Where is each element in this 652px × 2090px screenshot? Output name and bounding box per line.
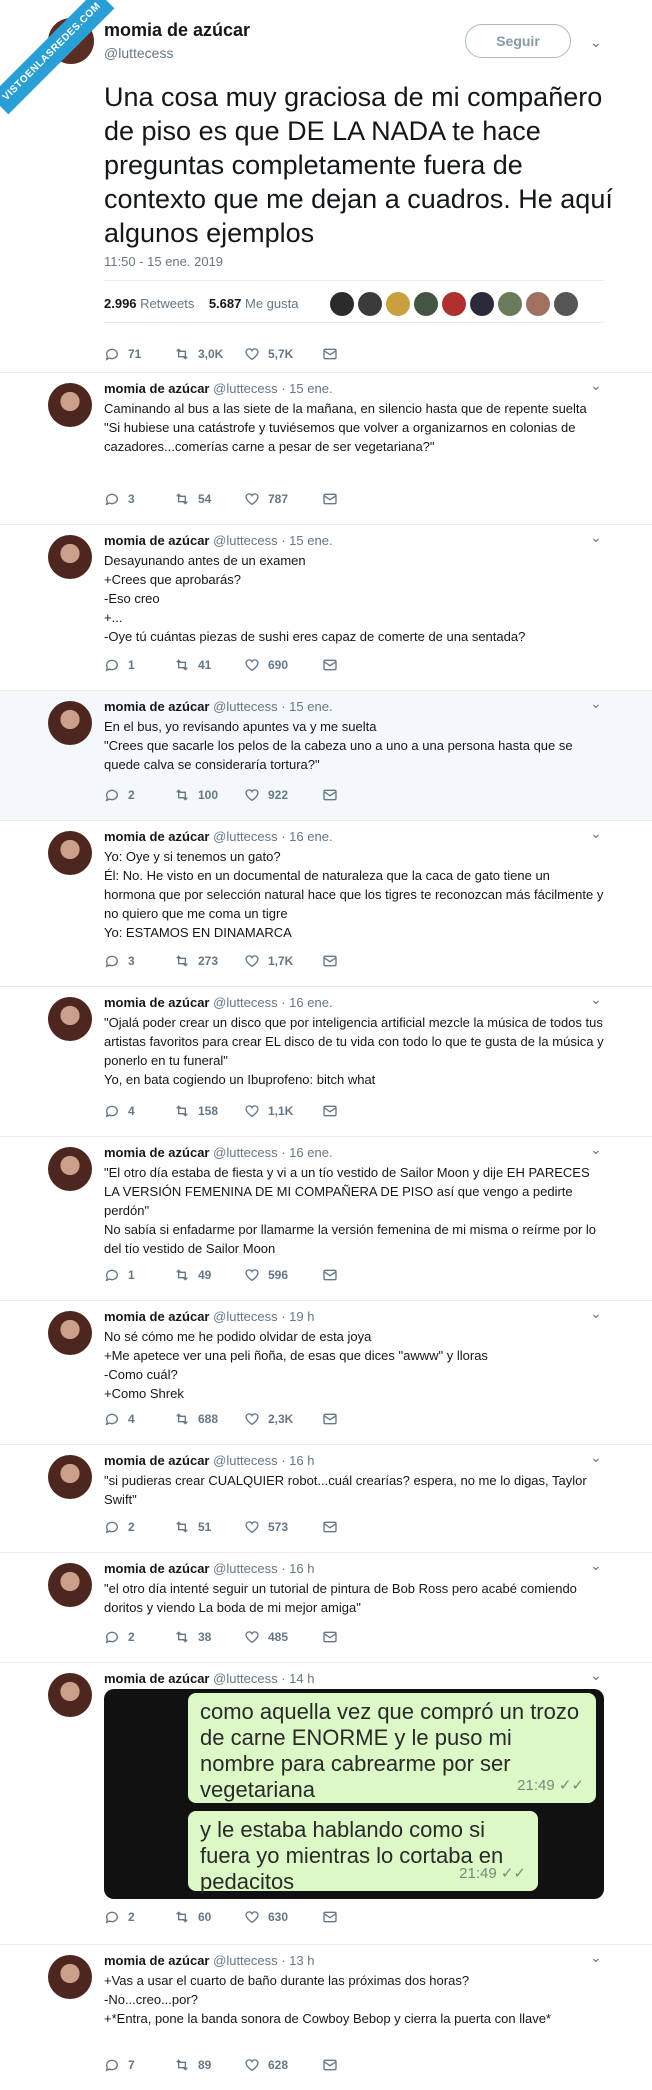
heart-icon [244,1103,268,1119]
tweet-actions [104,1909,352,1925]
likers-avatars [330,292,582,316]
liker-avatar[interactable] [386,292,410,316]
tweet-text: "el otro día intenté seguir un tutorial de pintura de Bob Ross pero acabé comiendo doritos y viendo La boda de mi mejor amiga" [104,1581,577,1615]
heart-icon [244,1909,268,1925]
chevron-down-icon[interactable]: ⌄ [590,1667,602,1683]
tweet-actions [104,1629,352,1645]
author-name[interactable]: momia de azúcar [104,1145,210,1160]
message-button[interactable] [322,2057,352,2073]
like-count: 573 [268,1520,289,1534]
author-handle-time[interactable]: @luttecess · 15 ene. [213,381,333,396]
retweets-count[interactable]: 2.996 [104,296,137,311]
chevron-down-icon[interactable]: ⌄ [590,1949,602,1965]
liker-avatar[interactable] [526,292,550,316]
like-count: 628 [268,2058,289,2072]
chevron-down-icon[interactable]: ⌄ [590,1449,602,1465]
heart-icon [244,1629,268,1645]
mail-icon [322,1629,346,1645]
like-count: 922 [268,788,289,802]
like-count: 5,7K [268,347,294,361]
like-count: 1,7K [268,954,294,968]
reply-header [104,1671,314,1686]
avatar[interactable] [48,383,92,427]
reply-count: 4 [128,1104,135,1118]
like-button[interactable] [244,1103,322,1119]
retweet-icon [174,1411,198,1427]
liker-avatar[interactable] [330,292,354,316]
like-count: 1,1K [268,1104,294,1118]
chevron-down-icon[interactable]: ⌄ [590,1305,602,1321]
avatar[interactable] [48,831,92,875]
tweet-text: "si pudieras crear CUALQUIER robot...cuál crearías? espera, no me lo digas, Taylor Swift" [104,1473,587,1507]
like-count: 2,3K [268,1412,294,1426]
retweet-button[interactable] [174,2057,244,2073]
tweet-text: Yo: Oye y si tenemos un gato? Él: No. He visto en un documental de naturaleza que la caca de gato tiene un hormona que por selección natural hace que los tigres te reconozcan más fácilmente y no quiero que me coma un tigre Yo: ESTAMOS EN DINAMARCA [104,849,604,940]
reply-count: 2 [128,788,135,802]
chat-bubble [188,1693,596,1803]
liker-avatar[interactable] [554,292,578,316]
tweet-actions [104,953,352,969]
chat-message: y le estaba hablando como si fuera yo mientras lo cortaba en pedacitos [200,1817,504,1894]
like-button[interactable] [244,787,322,803]
avatar[interactable] [48,701,92,745]
mail-icon [322,787,346,803]
chat-time: 21:49 ✓✓ [459,1865,526,1882]
reply-tweet[interactable] [0,1300,652,1444]
reply-tweet[interactable] [0,1944,652,2090]
tweet-text: Desayunando antes de un examen +Crees que aprobarás? -Eso creo +... -Oye tú cuántas piezas de sushi eres capaz de comerte de una sentada? [104,553,526,644]
chat-bubble [188,1811,538,1894]
retweet-button[interactable] [174,1103,244,1119]
retweet-icon [174,657,198,673]
mail-icon [322,346,346,362]
message-button[interactable] [322,657,352,673]
retweet-button[interactable] [174,953,244,969]
liker-avatar[interactable] [498,292,522,316]
author-handle-time[interactable]: @luttecess · 13 h [213,1953,315,1968]
author-name[interactable]: momia de azúcar [104,533,210,548]
like-button[interactable] [244,1411,322,1427]
chevron-down-icon[interactable]: ⌄ [590,695,602,711]
reply-count: 1 [128,658,135,672]
retweet-count: 51 [198,1520,212,1534]
tweet-text: +Vas a usar el cuarto de baño durante las próximas dos horas? -No...creo...por? +*Entra, pone la banda sonora de Cowboy Bebop y cierra la puerta con llave* [104,1973,551,2026]
tweet-actions [104,787,352,803]
retweet-count: 688 [198,1412,219,1426]
tweet-text: Una cosa muy graciosa de mi compañero de piso es que DE LA NADA te hace preguntas completamente fuera de contexto que me dejan a cuadros. He aquí algunos ejemplos [104,82,613,248]
liker-avatar[interactable] [358,292,382,316]
author-name[interactable]: momia de azúcar [104,829,210,844]
author-name[interactable]: momia de azúcar [104,1671,210,1686]
author-name[interactable]: momia de azúcar [104,20,251,40]
author-name[interactable]: momia de azúcar [104,1953,210,1968]
like-button[interactable] [244,1519,322,1535]
reply-tweet[interactable] [0,1662,652,1944]
retweet-icon [174,1519,198,1535]
reply-button[interactable] [104,1909,174,1925]
retweet-button[interactable] [174,1411,244,1427]
tweet-stats [104,296,298,311]
tweet-actions [104,346,352,362]
retweet-count: 100 [198,788,219,802]
like-count: 630 [268,1910,289,1924]
author-name[interactable]: momia de azúcar [104,1453,210,1468]
reply-header [104,1953,314,1968]
message-button[interactable] [322,1267,352,1283]
chat-message: como aquella vez que compró un trozo de carne ENORME y le puso mi nombre para cabrearme por ser vegetariana [200,1699,580,1802]
reply-header [104,1453,314,1468]
mail-icon [322,1909,346,1925]
reply-icon [104,1103,128,1119]
retweet-icon [174,1909,198,1925]
reply-icon [104,2057,128,2073]
mail-icon [322,1103,346,1119]
mail-icon [322,491,346,507]
like-button[interactable] [244,657,322,673]
chevron-down-icon[interactable]: ⌄ [590,529,602,545]
chevron-down-icon[interactable]: ⌄ [590,1141,602,1157]
liker-avatar[interactable] [470,292,494,316]
tweet-text: Caminando al bus a las siete de la mañana, en silencio hasta que de repente suelta "Si hubiese una catástrofe y tuviésemos que volver a organizarnos en colonias de cazadores...comerías carne a pesar de ser vegetariana?" [104,401,587,454]
reply-tweet[interactable] [0,820,652,986]
reply-count: 2 [128,1630,135,1644]
tweet-actions [104,657,352,673]
heart-icon [244,491,268,507]
liker-avatar[interactable] [414,292,438,316]
retweet-button[interactable] [174,657,244,673]
heart-icon [244,953,268,969]
message-button[interactable] [322,1519,352,1535]
message-button[interactable] [322,491,352,507]
likes-count[interactable]: 5.687 [208,296,242,311]
retweet-count: 38 [198,1630,212,1644]
tweet-timestamp[interactable]: 11:50 - 15 ene. 2019 [104,254,224,269]
retweet-icon [174,1629,198,1645]
like-button[interactable] [244,1909,322,1925]
retweets-label[interactable]: Retweets [140,296,195,311]
chevron-down-icon[interactable]: ⌄ [590,1557,602,1573]
like-button[interactable] [244,1267,322,1283]
retweet-count: 3,0K [198,347,224,361]
heart-icon [244,657,268,673]
follow-button[interactable]: Seguir [465,24,571,58]
retweet-icon [174,2057,198,2073]
reply-icon [104,657,128,673]
retweet-count: 54 [198,492,212,506]
mail-icon [322,953,346,969]
author-handle-time[interactable]: @luttecess · 16 h [213,1453,315,1468]
chevron-down-icon[interactable]: ⌄ [590,377,602,393]
author-name[interactable]: momia de azúcar [104,995,210,1010]
reply-count: 4 [128,1412,135,1426]
retweet-count: 158 [198,1104,219,1118]
tweet-actions [104,2057,352,2073]
tweet-text: "Ojalá poder crear un disco que por inteligencia artificial mezcle la música de todos tus artistas favoritos para crear EL disco de tu vida con todo lo que te gusta de la música y ponerlo en tu funeral" Yo, en bata cogiendo un Ibuprofeno: bitch what [104,1015,604,1087]
reply-header [104,699,333,714]
reply-icon [104,953,128,969]
mail-icon [322,1519,346,1535]
reply-header [104,1145,333,1160]
retweet-count: 273 [198,954,219,968]
tweet-text: No sé cómo me he podido olvidar de esta joya +Me apetece ver una peli ñoña, de esas que dices "awww" y lloras -Como cuál? +Como Shrek [104,1329,488,1401]
reply-icon [104,1411,128,1427]
retweet-icon [174,953,198,969]
reply-header [104,1561,314,1576]
author-handle-time[interactable]: @luttecess · 15 ene. [213,533,333,548]
retweet-count: 60 [198,1910,212,1924]
reply-header [104,829,333,844]
reply-icon [104,1267,128,1283]
retweet-button[interactable] [174,1519,244,1535]
tweet-actions [104,491,352,507]
reply-count: 7 [128,2058,135,2072]
reply-icon [104,1519,128,1535]
reply-icon [104,787,128,803]
like-button[interactable] [244,953,322,969]
like-count: 690 [268,658,289,672]
retweet-count: 41 [198,658,212,672]
message-button[interactable] [322,1629,352,1645]
author-handle[interactable]: @luttecess [104,45,174,61]
author-name[interactable]: momia de azúcar [104,699,210,714]
reply-header [104,1309,314,1324]
retweet-icon [174,491,198,507]
avatar[interactable] [48,1955,92,1999]
author-handle-time[interactable]: @luttecess · 16 h [213,1561,315,1576]
avatar[interactable] [48,997,92,1041]
reply-icon [104,346,128,362]
reply-button[interactable] [104,1629,174,1645]
reply-button[interactable] [104,787,174,803]
chat-time: 21:49 ✓✓ [517,1777,584,1794]
avatar[interactable] [48,1311,92,1355]
reply-tweet[interactable] [0,986,652,1136]
chat-screenshot [104,1689,604,1899]
chevron-down-icon[interactable]: ⌄ [590,825,602,841]
reply-header [104,995,333,1010]
divider [104,322,604,323]
tweet-text: "El otro día estaba de fiesta y vi a un tío vestido de Sailor Moon y dije EH PARECES LA VERSIÓN FEMENINA DE MI COMPAÑERA DE PISO así que vengo a pedirte perdón" No sabía si enfadarme por llamarme la versión femenina de mi misma o reírme por lo del tío vestido de Sailor Moon [104,1165,597,1256]
divider [104,280,604,281]
reply-header [104,381,333,396]
reply-header [104,533,333,548]
like-button[interactable] [244,1629,322,1645]
author-name[interactable]: momia de azúcar [104,381,210,396]
reply-icon [104,1629,128,1645]
reply-count: 3 [128,954,135,968]
avatar[interactable] [48,1563,92,1607]
avatar[interactable] [48,1147,92,1191]
tweet-actions [104,1519,352,1535]
tweet-actions [104,1411,352,1427]
retweet-icon [174,346,198,362]
reply-button[interactable] [104,1267,174,1283]
heart-icon [244,2057,268,2073]
reply-tweet[interactable] [0,1136,652,1300]
reply-tweet[interactable] [0,690,652,820]
likes-label[interactable]: Me gusta [245,296,299,311]
author-handle-time[interactable]: @luttecess · 16 ene. [213,829,333,844]
tweet-actions [104,1103,352,1119]
reply-button[interactable] [104,491,174,507]
reply-button[interactable] [104,2057,174,2073]
heart-icon [244,1519,268,1535]
mail-icon [322,1267,346,1283]
avatar[interactable] [48,1455,92,1499]
retweet-button[interactable] [174,1629,244,1645]
author-name[interactable]: momia de azúcar [104,1309,210,1324]
author-handle-time[interactable]: @luttecess · 14 h [213,1671,315,1686]
heart-icon [244,1411,268,1427]
reply-button[interactable] [104,1411,174,1427]
like-button[interactable] [244,2057,322,2073]
reply-button[interactable] [104,346,174,362]
retweet-icon [174,787,198,803]
reply-count: 3 [128,492,135,506]
mail-icon [322,657,346,673]
reply-button[interactable] [104,953,174,969]
reply-icon [104,1909,128,1925]
reply-button[interactable] [104,1103,174,1119]
reply-button[interactable] [104,1519,174,1535]
retweet-count: 89 [198,2058,212,2072]
reply-tweet[interactable] [0,1444,652,1552]
heart-icon [244,1267,268,1283]
message-button[interactable] [322,787,352,803]
mail-icon [322,2057,346,2073]
reply-count: 2 [128,1910,135,1924]
main-tweet [0,0,652,340]
reply-tweet[interactable] [0,1552,652,1662]
author-name[interactable]: momia de azúcar [104,1561,210,1576]
retweet-icon [174,1267,198,1283]
retweet-button[interactable] [174,346,244,362]
heart-icon [244,787,268,803]
tweet-text: En el bus, yo revisando apuntes va y me suelta "Crees que sacarle los pelos de la cabeza uno a uno a una persona hasta que se quede calva se consideraría tortura?" [104,719,573,772]
reply-count: 71 [128,347,142,361]
retweet-count: 49 [198,1268,212,1282]
like-button[interactable] [244,491,322,507]
watermark-text: VISTOENLASREDES.COM [0,0,104,103]
author-handle-time[interactable]: @luttecess · 16 ene. [213,1145,333,1160]
like-button[interactable] [244,346,322,362]
liker-avatar[interactable] [442,292,466,316]
message-button[interactable] [322,1411,352,1427]
reply-count: 1 [128,1268,135,1282]
author-handle-time[interactable]: @luttecess · 15 ene. [213,699,333,714]
message-button[interactable] [322,346,352,362]
message-button[interactable] [322,953,352,969]
retweet-button[interactable] [174,491,244,507]
tweet-actions [104,1267,352,1283]
retweet-button[interactable] [174,787,244,803]
retweet-button[interactable] [174,1909,244,1925]
like-count: 596 [268,1268,289,1282]
author-handle-time[interactable]: @luttecess · 16 ene. [213,995,333,1010]
message-button[interactable] [322,1103,352,1119]
message-button[interactable] [322,1909,352,1925]
reply-tweet[interactable] [0,524,652,690]
author-handle-time[interactable]: @luttecess · 19 h [213,1309,315,1324]
heart-icon [244,346,268,362]
like-count: 787 [268,492,289,506]
avatar[interactable] [48,1673,92,1717]
reply-tweet[interactable] [0,372,652,524]
avatar[interactable] [48,535,92,579]
reply-count: 2 [128,1520,135,1534]
reply-button[interactable] [104,657,174,673]
retweet-button[interactable] [174,1267,244,1283]
reply-icon [104,491,128,507]
chevron-down-icon[interactable]: ⌄ [590,34,602,50]
like-count: 485 [268,1630,289,1644]
mail-icon [322,1411,346,1427]
chevron-down-icon[interactable]: ⌄ [590,991,602,1007]
retweet-icon [174,1103,198,1119]
